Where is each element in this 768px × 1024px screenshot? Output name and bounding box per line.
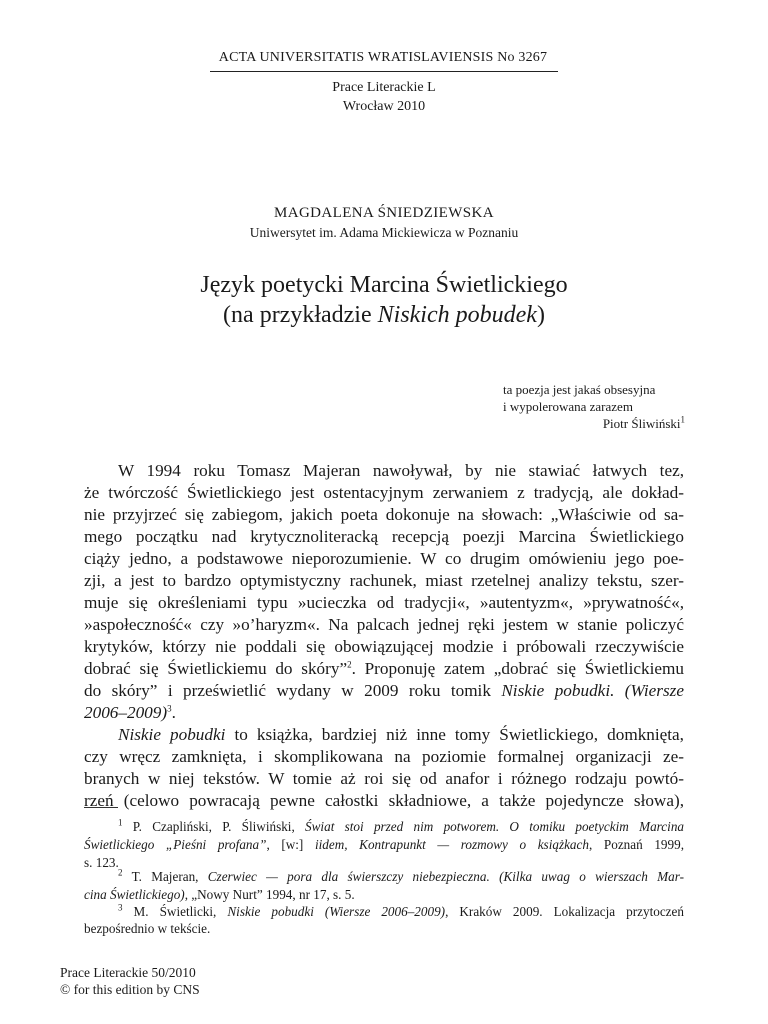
footnote-italic: iidem, Kontrapunkt — rozmowy o książkach: [314, 837, 589, 852]
footnote-text: , „Nowy Nurt” 1994, nr 17, s. 5.: [184, 887, 355, 902]
title-italic: Niskich pobudek: [377, 302, 537, 328]
title-prefix: (na przykładzie: [223, 302, 378, 328]
footnote-rule: [84, 807, 118, 808]
footnote-number: 1: [118, 817, 123, 828]
footnote-text: , Kraków 2009. Lokalizacja przytoczeń: [445, 904, 684, 919]
body-line: [84, 680, 684, 702]
footnote-italic: cina Świetlickiego): [84, 887, 185, 902]
body-line: [84, 724, 684, 746]
body-line: branych w niej tekstów. W tomie aż roi się od anafor i różnego rodzaju powtó-: [84, 769, 684, 788]
footnote-text: , [w:]: [266, 837, 315, 852]
footnote-3: [84, 903, 684, 921]
body-line: mego początku nad krytycznoliteracką recepcją poezji Marcina Świetlickiego: [84, 527, 684, 546]
footnote-italic: Świetlickiego „Pieśni profana”: [84, 837, 267, 852]
body-text: dobrać się Świetlickiemu do skóry”: [84, 659, 348, 678]
footnote-ref-3[interactable]: 3: [167, 703, 172, 714]
motto-line-1: ta poezja jest jakaś obsesyjna: [503, 382, 656, 397]
header-rule: [210, 71, 558, 72]
footnote-1-line-3: s. 123.: [84, 855, 119, 870]
body-text: .: [171, 703, 176, 722]
book-title: Niskie pobudki: [118, 725, 226, 744]
motto-line-2: i wypolerowana zarazem: [503, 399, 633, 414]
body-line: nie przyjrzeć się zabiegom, jakich poeta dokonuje na słowach: „Właściwie od sa-: [84, 505, 684, 524]
footnote-ref-2[interactable]: 2: [347, 659, 352, 670]
footnote-1-line-2: [84, 836, 684, 854]
footnote-2-line-2: [84, 886, 684, 904]
footnote-italic: Niskie pobudki (Wiersze 2006–2009): [227, 904, 446, 919]
body-line: zji, a jest to bardzo optymistyczny rachunek, miast rzetelnej analizy tekstu, szer-: [84, 571, 684, 590]
footnote-text: T. Majeran,: [131, 869, 208, 884]
body-text: do skóry” i prześwietlić wydany w 2009 roku tomik: [84, 681, 502, 700]
body-text: to książka, bardziej niż inne tomy Świetlickiego, domknięta,: [225, 725, 684, 744]
footnote-number: 2: [118, 867, 123, 878]
series-title: ACTA UNIVERSITATIS WRATISLAVIENSIS No 3267: [218, 50, 548, 65]
footnote-italic: Świat stoi przed nim potworem. O tomiku poetyckim Marcina: [305, 819, 685, 834]
footer-copyright: © for this edition by CNS: [60, 982, 200, 997]
book-title: Niskie pobudki. (Wiersze: [501, 681, 684, 700]
footnote-3-line-2: bezpośrednio w tekście.: [84, 921, 211, 936]
body-line: krytyków, którzy nie poddali się obowiązującej modzie i próbowali rzeczywiście: [84, 637, 684, 656]
footnote-text: P. Czapliński, P. Śliwiński,: [132, 819, 306, 834]
body-line: »aspołeczność« czy »o’haryzm«. Na palcach jednej ręki jestem w stanie policzyć: [84, 615, 684, 634]
body-line: muje się określeniami typu »ucieczka od tradycji«, »autentyzm«, »prywatność«,: [84, 593, 684, 612]
footer-journal: Prace Literackie 50/2010: [60, 965, 196, 980]
body-line: czy wręcz zamknięta, i skomplikowana na poziomie formalnej organizacji ze-: [84, 747, 684, 766]
body-text: . Proponuję zatem „dobrać się Świetlickiemu: [351, 659, 684, 678]
body-line: W 1994 roku Tomasz Majeran nawoływał, by nie stawiać łatwych tez,: [118, 461, 684, 480]
motto-author-name: Piotr Śliwiński: [602, 416, 681, 431]
article-title-line-2: [120, 300, 648, 330]
journal-name: Prace Literackie L: [332, 80, 436, 95]
motto-author: [503, 415, 685, 432]
article-title-line-1: Język poetycki Marcina Świetlickiego: [200, 272, 568, 298]
body-line: ciąży jedno, a podstawowe nieporozumienie. W co drugim omówieniu jego poe-: [84, 549, 684, 568]
place-year: Wrocław 2010: [342, 99, 426, 114]
footnote-text: M. Świetlicki,: [133, 904, 228, 919]
body-line: rzeń (celowo powracają pewne całostki składniowe, a także pojedyncze słowa),: [84, 791, 684, 810]
footnote-ref-1[interactable]: 1: [680, 414, 685, 425]
footnote-1: [84, 818, 684, 836]
footnote-number: 3: [118, 902, 123, 913]
body-line: [84, 702, 684, 724]
author-affiliation: Uniwersytet im. Adama Mickiewicza w Poznaniu: [249, 225, 519, 240]
author-name: MAGDALENA ŚNIEDZIEWSKA: [273, 205, 495, 221]
body-line: że twórczość Świetlickiego jest ostentacyjnym zerwaniem z tradycją, ale dokład-: [84, 483, 684, 502]
footnote-italic: Czerwiec — pora dla świerszczy niebezpieczna. (Kilka uwag o wierszach Mar-: [207, 869, 684, 884]
footnote-text: , Poznań 1999,: [588, 837, 684, 852]
title-suffix: ): [536, 302, 545, 328]
body-line: [84, 658, 684, 680]
book-title: 2006–2009): [84, 703, 168, 722]
footnote-2: [84, 868, 684, 886]
